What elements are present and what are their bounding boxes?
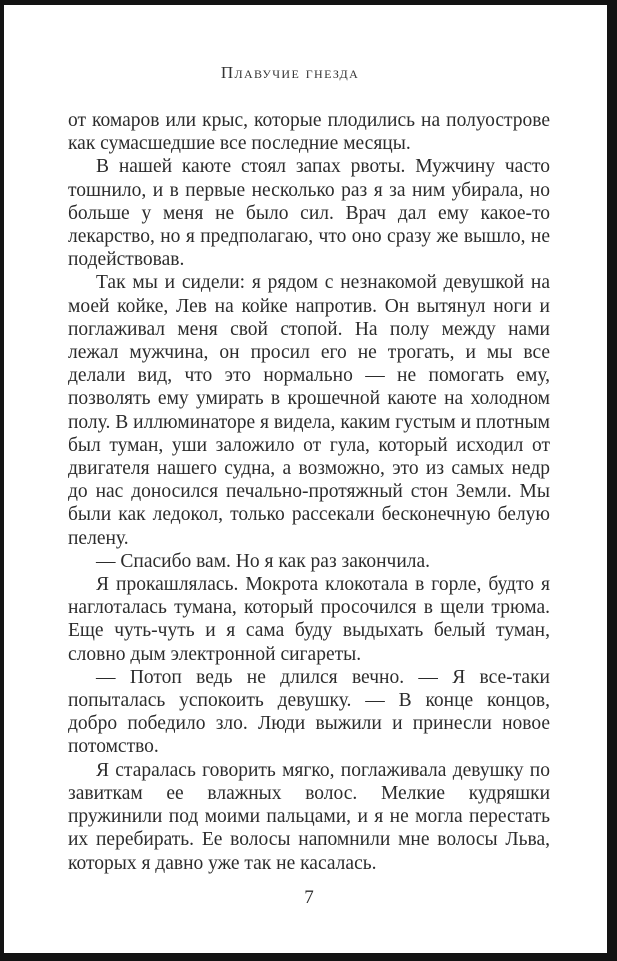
page-body-text <box>68 109 550 875</box>
running-header-title: Плавучие гнезда <box>220 63 360 82</box>
book-page <box>4 5 607 953</box>
body-paragraph: Так мы и сидели: я рядом с незнакомой девушкой на моей койке, Лев на койке напротив. Он вытянул ноги и поглаживал меня свой стопой. На полу между нами лежал мужчина, он просил его не трогать, и мы все делали вид, что это нормально — не помогать ему, позволять ему умирать в крошечной каюте на холодном полу. В иллюминаторе я видела, каким густым и плотным был туман, уши заложило от гула, который исходил от двигателя нашего судна, а возможно, это из самых недр до нас доносился печально-протяжный стон Земли. Мы были как ледокол, только рассекали бесконечную белую пелену. <box>68 272 550 549</box>
body-paragraph-dialogue: — Спасибо вам. Но я как раз закончила. <box>96 550 431 572</box>
body-paragraph: Я прокашлялась. Мокрота клокотала в горле, будто я наглоталась тумана, который просочился в щели трюма. Еще чуть-чуть и я сама буду выдыхать белый туман, словно дым электронной сигареты. <box>68 574 550 665</box>
body-paragraph-dialogue: — Потоп ведь не длился вечно. — Я все-таки попыталась успокоить девушку. — В конце концов, добро победило зло. Люди выжили и принесли новое потомство. <box>68 666 550 758</box>
body-paragraph: от комаров или крыс, которые плодились на полуострове как сумасшедшие все последние месяцы. <box>68 110 550 155</box>
body-paragraph: В нашей каюте стоял запах рвоты. Мужчину часто тошнило, и в первые несколько раз я за ним убирала, но больше у меня не было сил. Врач дал ему какое-то лекарство, но я предполагаю, что оно сразу же вышло, не подействовав. <box>68 156 550 271</box>
body-paragraph: Я старалась говорить мягко, поглаживала девушку по завиткам ее влажных волос. Мелкие кудряшки пружинили под моими пальцами, и я не могла перестать их перебирать. Ее волосы напомнили мне волосы Льва, которых я давно уже так не касалась. <box>68 759 550 874</box>
page-number: 7 <box>304 887 314 908</box>
